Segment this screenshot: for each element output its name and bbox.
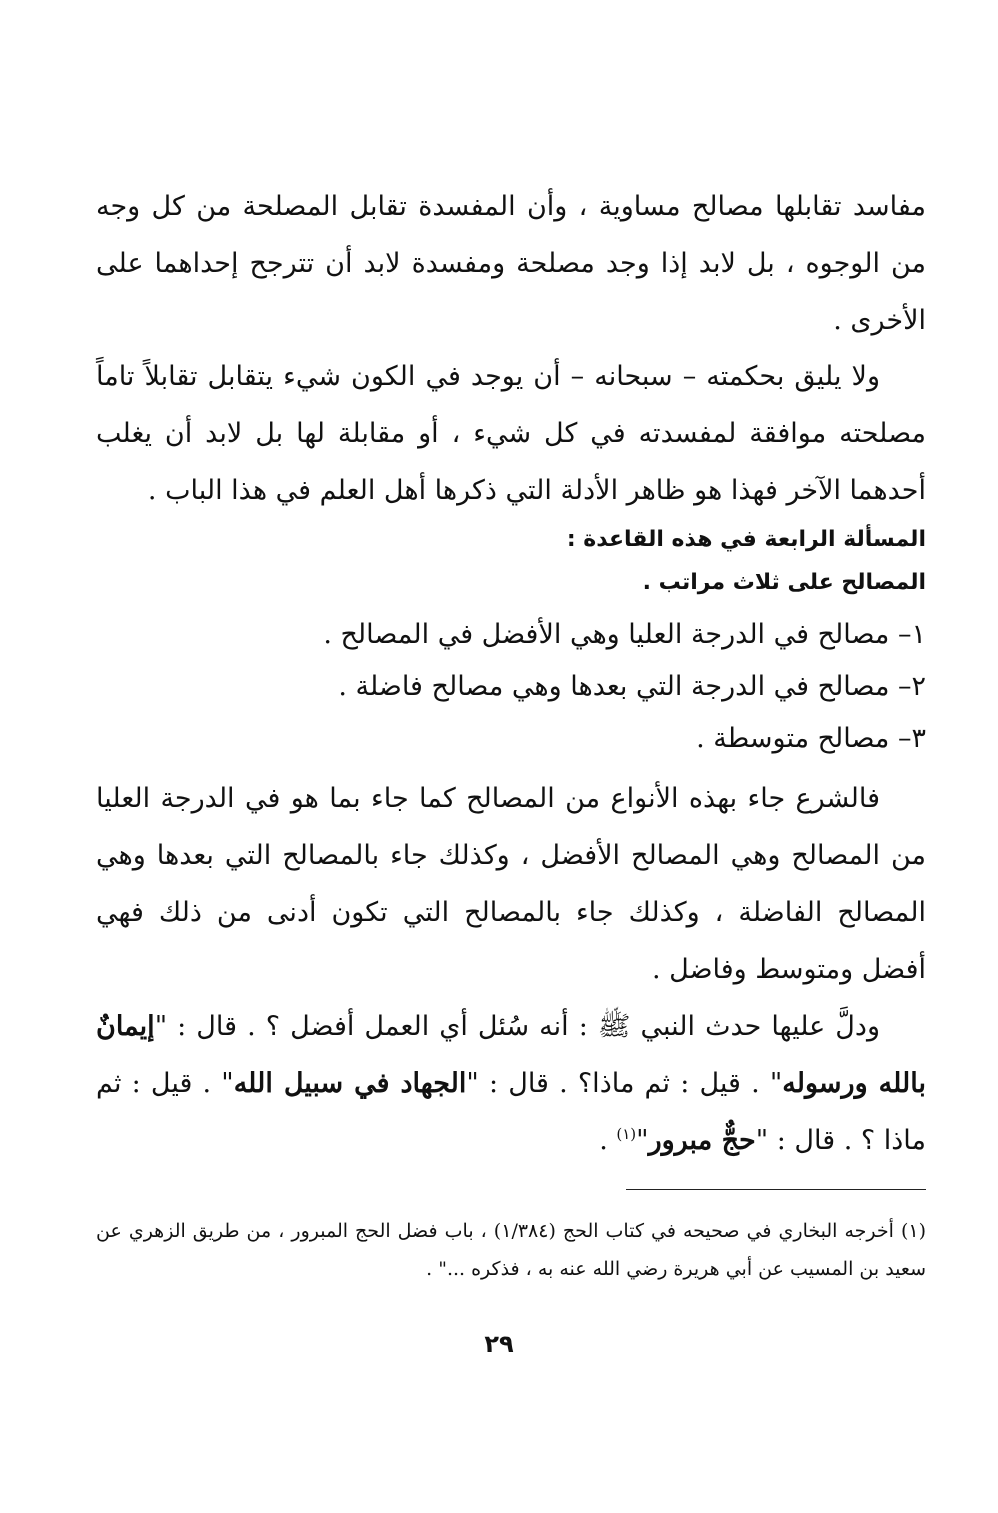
footnote: (١) أخرجه البخاري في صحيحه في كتاب الحج (١/٣٨٤) ، باب فضل الحج المبرور ، من طريق الزهري عن سعيد بن المسيب عن أبي هريرة رضي الله عنه به ، فذكره ..." . [96, 1220, 926, 1280]
hadith-text: " [636, 1125, 649, 1156]
paragraph-3: فالشرع جاء بهذه الأنواع من المصالح كما جاء بما هو في الدرجة العليا من المصالح وهي المصالح الأفضل ، وكذلك جاء بالمصالح التي بعدها وهي المصالح الفاضلة ، وكذلك جاء بالمصالح التي تكون أدنى من ذلك فهي أفضل ومتوسط وفاضل . [96, 783, 926, 985]
list-item: ٢– مصالح في الدرجة التي بعدها وهي مصالح فاضلة . [338, 671, 926, 702]
hadith-text: " . قيل : ثم ماذا ؟ . قال : " [96, 1068, 926, 1156]
hadith-text: ودلَّ عليها حدث النبي ﷺ : أنه سُئل أي العمل أفضل ؟ . قال : " [154, 1011, 880, 1042]
paragraph-4 [96, 998, 926, 1169]
list-item: ٣– مصالح متوسطة . [696, 723, 926, 754]
subheading: المصالح على ثلاث مراتب . [642, 570, 926, 595]
hadith-quote: حجٌّ مبرور [648, 1125, 756, 1156]
hadith-quote: الجهاد في سبيل الله [233, 1068, 467, 1099]
hadith-text: " . قيل : ثم ماذا؟ . قال : " [466, 1068, 783, 1099]
page-number: ٢٩ [484, 1330, 514, 1358]
hadith-quote: إيمانٌ بالله ورسوله [96, 1011, 926, 1099]
paragraph-2: ولا يليق بحكمته – سبحانه – أن يوجد في الكون شيء يتقابل تقابلاً تاماً مصلحته موافقة لمفسدته في كل شيء ، أو مقابلة لها بل لابد أن يغلب أحدهما الآخر فهذا هو ظاهر الأدلة التي ذكرها أهل العلم في هذا الباب . [96, 361, 926, 506]
section-heading: المسألة الرابعة في هذه القاعدة : [566, 527, 926, 552]
paragraph-1: مفاسد تقابلها مصالح مساوية ، وأن المفسدة تقابل المصلحة من كل وجه من الوجوه ، بل لابد إذا وجد مصلحة ومفسدة لابد أن تترجح إحداهما على الأخرى . [96, 191, 927, 336]
hadith-text: . [599, 1125, 617, 1156]
footnote-separator [626, 1189, 926, 1190]
footnote-reference: (١) [616, 1125, 637, 1143]
list-item: ١– مصالح في الدرجة العليا وهي الأفضل في المصالح . [323, 619, 926, 650]
